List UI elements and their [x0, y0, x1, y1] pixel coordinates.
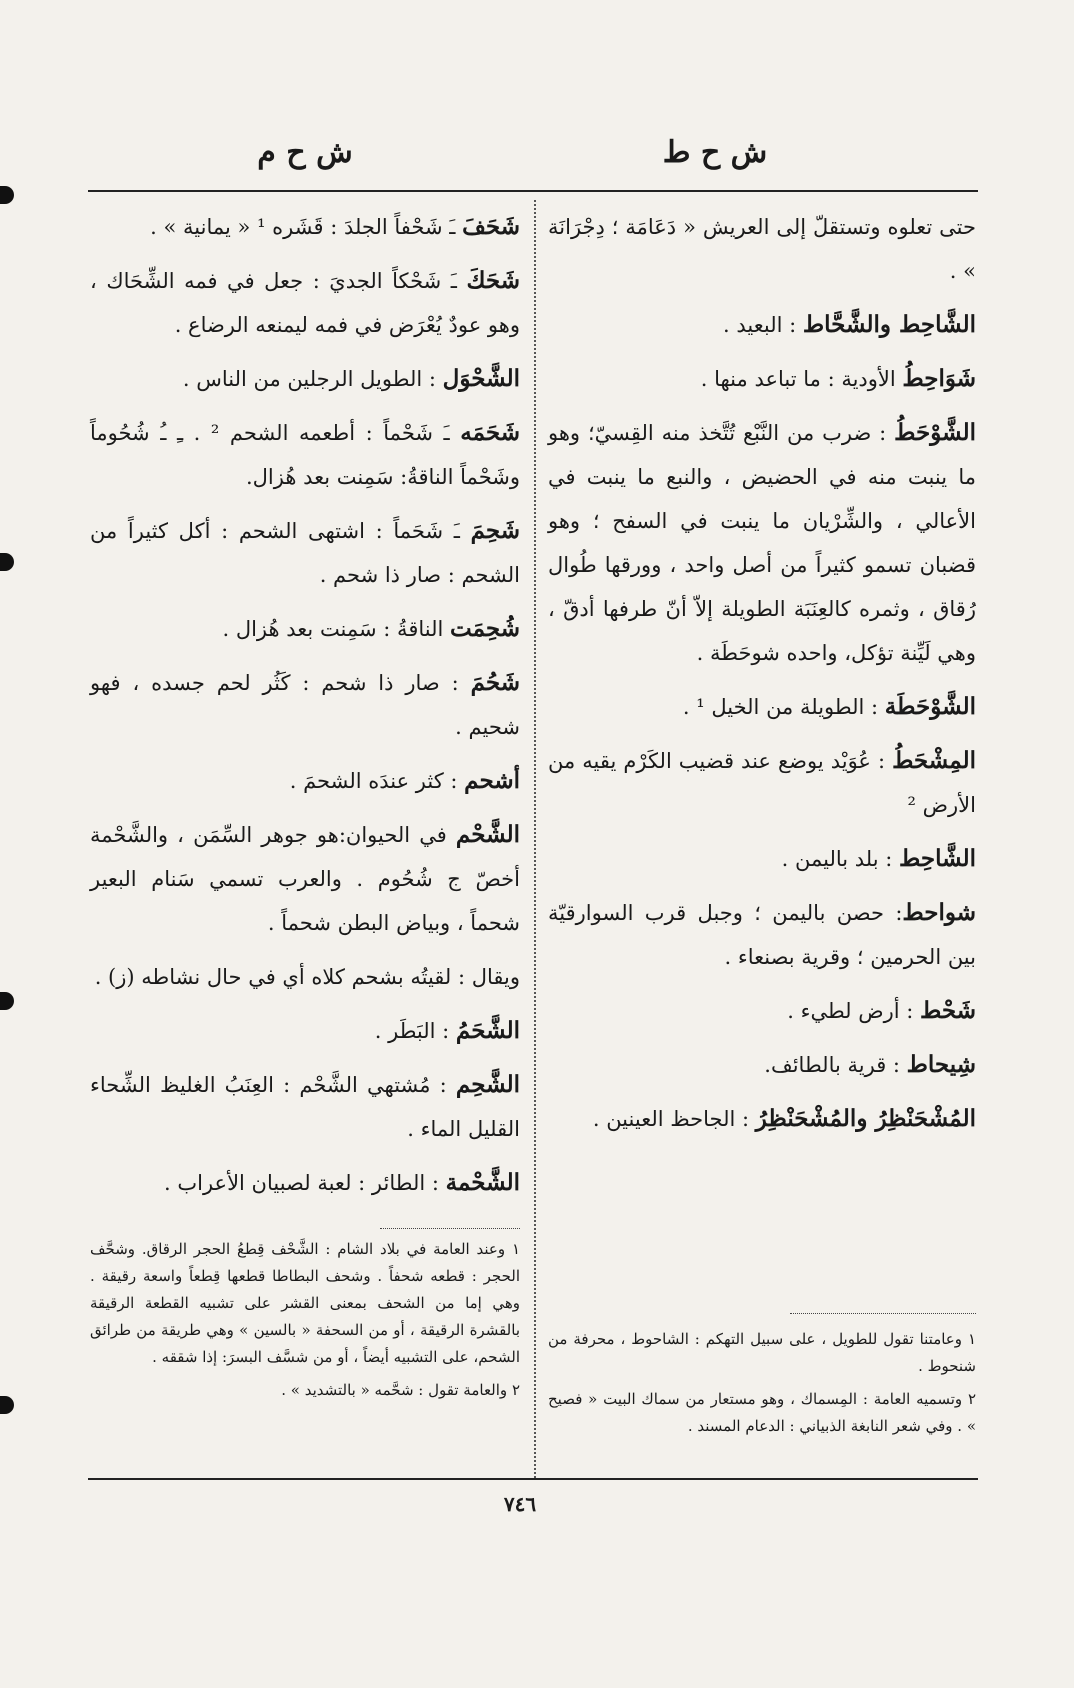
entry-definition: ـَ شَحْكاً الجديَ : جعل في فمه الشِّحَاك ، وهو عودٌ يُعْرَض في فمه ليمنعه الرضاع .: [90, 269, 520, 337]
dictionary-entry: [548, 989, 976, 1033]
entry-headword: شَحَفَ: [462, 213, 520, 240]
dictionary-entry: [90, 759, 520, 803]
entry-headword: الشَّاحِط والشَّحَّاط: [802, 311, 976, 338]
entry-definition: : بلد باليمن .: [781, 847, 900, 871]
header-rule: [88, 190, 978, 192]
footnote-rule-left: [380, 1228, 520, 1229]
dictionary-entry: [90, 411, 520, 499]
dictionary-entry: [548, 303, 976, 347]
entry-definition: في الحيوان:هو جوهر السِّمَن ، والشَّحْمة أخصّ ج شُحُوم . والعرب تسمي سَنام البعير شحماً ، وبياض البطن شحماً .: [90, 823, 520, 935]
entry-headword: الشَّوْحَطُ: [894, 419, 976, 446]
entry-definition: : مُشتهي الشَّحْم : العِنَبُ الغليظ الشِّحاء القليل الماء .: [90, 1073, 520, 1141]
entry-definition: : الطويل الرجلين من الناس .: [182, 367, 443, 391]
footer-rule: [88, 1478, 978, 1480]
entry-headword: شِيحاط: [906, 1051, 976, 1078]
dictionary-entry: [548, 357, 976, 401]
entry-definition: : الجاحظ العينين .: [592, 1107, 756, 1131]
binding-hole-marker: [0, 1396, 14, 1414]
dictionary-entry: [90, 205, 520, 249]
entry-headword: شَوَاحِطُ: [902, 365, 976, 392]
right-column: [548, 205, 976, 1151]
dictionary-entry: [548, 891, 976, 979]
entry-definition: ـَ شَحْفاً الجلدَ : قَشَره ¹ « يمانية » .: [150, 215, 463, 239]
entry-definition: : الطائر : لعبة لصبيان الأعراب .: [164, 1171, 446, 1195]
entry-headword: الشَّاحِط: [899, 845, 976, 872]
entry-definition: : البعيد .: [723, 313, 803, 337]
entry-headword: الشَّحْوَل: [442, 365, 520, 392]
entry-definition: : أرض لطيء .: [787, 999, 921, 1023]
dictionary-entry: [90, 607, 520, 651]
entry-definition: : ضرب من النَّبْع تُتَّخذ منه القِسيّ؛ وهو ما ينبت منه في الحضيض ، والنبع ما ينبت في الأعالي ، والشِّرْيان ما ينبت في السفح ؛ وهو قضبان تسمو كثيراً من أصل واحد ، وورقها طُوال رُقاق ، وثمره كالعِنَبَة الطويلة إلاّ أنّ طرفها أدقّ ، وهي لَيِّنة تؤكل، واحده شوحَطَة .: [548, 421, 976, 665]
entry-headword: شَحْط: [920, 997, 976, 1024]
entry-headword: المُشْحَنْظِرُ والمُشْحَنْظِرُ: [755, 1105, 976, 1132]
binding-hole-marker: [0, 553, 14, 571]
entry-definition: : الطويلة من الخيل ¹ .: [682, 695, 885, 719]
entry-headword: الشَّحْم: [455, 821, 520, 848]
entry-definition: ويقال : لقيتُه بشحم كلاه أي في حال نشاطه (ز) .: [94, 965, 520, 989]
entry-headword: شَحَكَ: [466, 267, 520, 294]
dictionary-entry: [90, 813, 520, 945]
dictionary-entry: [548, 685, 976, 729]
dictionary-entry: [90, 1009, 520, 1053]
entry-headword: شواحط: [902, 899, 976, 926]
dictionary-entry: [90, 1161, 520, 1205]
dictionary-entry: [90, 259, 520, 347]
entry-definition: : البَطَر .: [374, 1019, 456, 1043]
footnote: ١ وعامتنا تقول للطويل ، على سبيل التهكم : الشاحوط ، محرفة من شنحوط .: [548, 1330, 976, 1375]
footnotes-right: [548, 1326, 976, 1446]
dictionary-entry: [90, 509, 520, 597]
entry-headword: شَحِمَ: [470, 517, 520, 544]
entry-headword: شُحِمَت: [450, 615, 520, 642]
dictionary-entry: [90, 955, 520, 999]
footnote-rule-right: [790, 1313, 976, 1314]
entry-definition: : كثر عندَه الشحمَ .: [289, 769, 465, 793]
footnote: ٢ وتسميه العامة : المِسماك ، وهو مستعار من سماك البيت « فصيح » . وفي شعر النابغة الذبياني : الدعام المسند .: [548, 1390, 976, 1435]
entry-definition: : صار ذا شحم : كَثُر لحم جسده ، فهو شحيم .: [90, 671, 520, 739]
dictionary-entry: [548, 411, 976, 675]
footnote: ١ وعند العامة في بلاد الشام : الشَّحْف قِطعُ الحجر الرقاق. وشحَّف الحجر : قطعه شحفاً . وشحف البطاطا قطعها قِطعاً واسعة رقيقة . وهي إما من الشحف بمعنى القشر على تشبيه القطعة الرقيقة بالقشرة الرقيقة ، أو من السحفة « بالسين » وهي طريقة من طرائق الشحم، على التشبيه أيضاً ، أو من شسَّف البسرَ: إذا شققه .: [90, 1240, 520, 1366]
binding-hole-marker: [0, 992, 14, 1010]
binding-hole-marker: [0, 186, 14, 204]
entry-definition: الأودية : ما تباعد منها .: [700, 367, 903, 391]
dictionary-entry: [548, 205, 976, 293]
entry-definition: الناقةُ : سَمِنت بعد هُزال .: [222, 617, 450, 641]
dictionary-entry: [548, 1043, 976, 1087]
running-header-left: ش ح م: [257, 135, 353, 170]
entry-headword: الشَّحَمُ: [455, 1017, 520, 1044]
entry-headword: الشَّحِم: [455, 1071, 520, 1098]
entry-headword: شَحَمَه: [460, 419, 521, 446]
footnote: ٢ والعامة تقول : شحَّمه « بالتشديد » .: [281, 1381, 520, 1399]
entry-headword: الشَّحْمة: [445, 1169, 520, 1196]
footnotes-left: [90, 1236, 520, 1410]
entry-headword: الشَّوْحَطَة: [884, 693, 976, 720]
entry-definition: ـَ شَحْماً : أطعمه الشحم ² . ـِ ـُ شُحُوماً وشَحْماً الناقةُ: سَمِنت بعد هُزال.: [90, 421, 520, 489]
dictionary-entry: [90, 357, 520, 401]
entry-definition: ـَ شَحَماً : اشتهى الشحم : أكل كثيراً من الشحم : صار ذا شحم .: [90, 519, 520, 587]
dictionary-entry: [90, 1063, 520, 1151]
dictionary-entry: [548, 837, 976, 881]
column-divider: [534, 200, 536, 1478]
dictionary-entry: [90, 661, 520, 749]
dictionary-entry: [548, 739, 976, 827]
entry-headword: أشحم: [464, 767, 520, 794]
entry-definition: حتى تعلوه وتستقلّ إلى العريش « دَعَامَة ؛ دِجْرَانَة » .: [548, 215, 976, 283]
running-header-right: ش ح ط: [662, 135, 768, 170]
left-column: [90, 205, 520, 1215]
page-number: ٧٤٦: [503, 1492, 537, 1516]
entry-headword: المِشْحَطُ: [892, 747, 976, 774]
dictionary-entry: [548, 1097, 976, 1141]
entry-headword: شَحُمَ: [470, 669, 520, 696]
entry-definition: : عُوَيْد يوضع عند قضيب الكَرْم يقيه من الأرض ²: [548, 749, 976, 817]
entry-definition: : قرية بالطائف.: [764, 1053, 907, 1077]
entry-definition: : حصن باليمن ؛ وجبل قرب السوارقيّة بين الحرمين ؛ وقرية بصنعاء .: [548, 901, 976, 969]
